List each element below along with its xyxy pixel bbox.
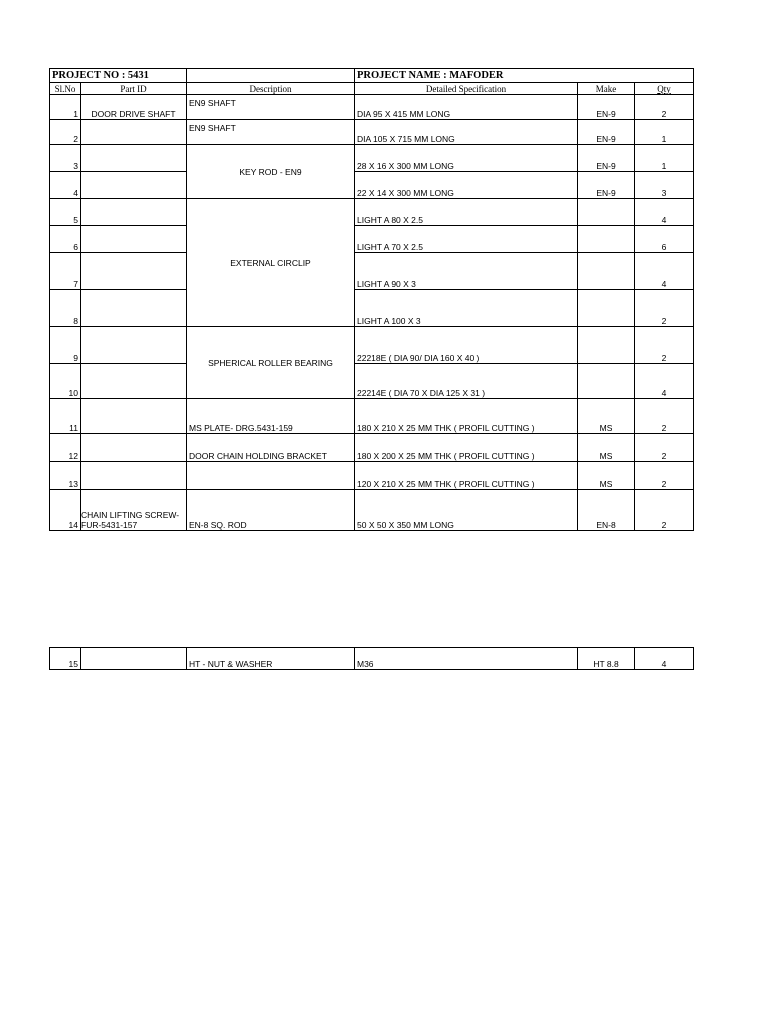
spec-cell: DIA 95 X 415 MM LONG <box>355 95 578 120</box>
make-cell <box>578 199 635 226</box>
part-id-cell <box>81 120 187 145</box>
spec-cell: LIGHT A 100 X 3 <box>355 290 578 327</box>
qty-cell: 4 <box>635 199 694 226</box>
make-cell: EN-8 <box>578 490 635 531</box>
table-row <box>50 462 694 490</box>
description-cell: EN9 SHAFT <box>187 120 355 145</box>
header-part-id: Part ID <box>81 83 187 95</box>
part-id-cell <box>81 462 187 490</box>
qty-cell: 6 <box>635 226 694 253</box>
table-row <box>50 490 694 531</box>
row-number: 12 <box>50 434 81 462</box>
header-qty-text: Qty <box>657 83 671 94</box>
qty-cell: 1 <box>635 120 694 145</box>
qty-cell: 2 <box>635 434 694 462</box>
spec-cell: LIGHT A 70 X 2.5 <box>355 226 578 253</box>
part-id-cell <box>81 290 187 327</box>
table-row <box>50 226 694 253</box>
row-number: 14 <box>50 490 81 531</box>
spec-cell: 22 X 14 X 300 MM LONG <box>355 172 578 199</box>
header-spec: Detailed Specification <box>355 83 578 95</box>
part-id-cell <box>81 327 187 364</box>
make-cell: MS <box>578 399 635 434</box>
empty-cell <box>187 69 355 83</box>
qty-cell: 4 <box>635 364 694 399</box>
spec-cell: 22218E ( DIA 90/ DIA 160 X 40 ) <box>355 327 578 364</box>
table-row <box>50 145 694 172</box>
make-cell: HT 8.8 <box>578 648 635 670</box>
table-row <box>50 434 694 462</box>
description-cell: HT - NUT & WASHER <box>187 648 355 670</box>
spec-cell: 180 X 200 X 25 MM THK ( PROFIL CUTTING ) <box>355 434 578 462</box>
table-row <box>50 199 694 226</box>
table-row <box>50 399 694 434</box>
qty-cell: 4 <box>635 253 694 290</box>
row-number: 10 <box>50 364 81 399</box>
qty-cell: 2 <box>635 290 694 327</box>
part-id-cell <box>81 253 187 290</box>
make-cell <box>578 253 635 290</box>
description-cell: SPHERICAL ROLLER BEARING <box>187 327 355 399</box>
table-row <box>50 290 694 327</box>
header-slno: Sl.No <box>50 83 81 95</box>
header-qty <box>635 83 694 95</box>
part-id-cell <box>81 145 187 172</box>
description-cell: KEY ROD - EN9 <box>187 145 355 199</box>
qty-cell: 2 <box>635 490 694 531</box>
make-cell <box>578 226 635 253</box>
table-row <box>50 120 694 145</box>
make-cell: EN-9 <box>578 120 635 145</box>
spec-cell: 22214E ( DIA 70 X DIA 125 X 31 ) <box>355 364 578 399</box>
qty-cell: 2 <box>635 95 694 120</box>
qty-cell: 2 <box>635 462 694 490</box>
spec-cell: 28 X 16 X 300 MM LONG <box>355 145 578 172</box>
header-row <box>50 83 694 95</box>
part-id-cell <box>81 648 187 670</box>
table-row <box>50 172 694 199</box>
row-number: 11 <box>50 399 81 434</box>
spec-cell: LIGHT A 80 X 2.5 <box>355 199 578 226</box>
spec-cell: DIA 105 X 715 MM LONG <box>355 120 578 145</box>
row-number: 9 <box>50 327 81 364</box>
spec-cell: LIGHT A 90 X 3 <box>355 253 578 290</box>
project-number: PROJECT NO : 5431 <box>50 69 187 83</box>
qty-cell: 2 <box>635 327 694 364</box>
parts-list-table-continued <box>49 647 694 670</box>
row-number: 1 <box>50 95 81 120</box>
make-cell: EN-9 <box>578 172 635 199</box>
row-number: 13 <box>50 462 81 490</box>
row-number: 15 <box>50 648 81 670</box>
row-number: 2 <box>50 120 81 145</box>
row-number: 5 <box>50 199 81 226</box>
part-id-cell <box>81 172 187 199</box>
description-cell: MS PLATE- DRG.5431-159 <box>187 399 355 434</box>
row-number: 6 <box>50 226 81 253</box>
table-row <box>50 327 694 364</box>
qty-cell: 3 <box>635 172 694 199</box>
part-id-cell <box>81 364 187 399</box>
make-cell: EN-9 <box>578 145 635 172</box>
description-cell <box>187 462 355 490</box>
make-cell: MS <box>578 462 635 490</box>
make-cell <box>578 364 635 399</box>
header-make: Make <box>578 83 635 95</box>
qty-cell: 1 <box>635 145 694 172</box>
row-number: 7 <box>50 253 81 290</box>
row-number: 4 <box>50 172 81 199</box>
table-row <box>50 648 694 670</box>
part-id-cell <box>81 434 187 462</box>
make-cell <box>578 327 635 364</box>
qty-cell: 2 <box>635 399 694 434</box>
description-cell: EN9 SHAFT <box>187 95 355 120</box>
header-description: Description <box>187 83 355 95</box>
spec-cell: 50 X 50 X 350 MM LONG <box>355 490 578 531</box>
table-row <box>50 95 694 120</box>
part-id-cell: CHAIN LIFTING SCREW-FUR-5431-157 <box>81 490 187 531</box>
project-row <box>50 69 694 83</box>
part-id-cell <box>81 226 187 253</box>
parts-list-table <box>49 68 694 531</box>
part-id-cell <box>81 199 187 226</box>
make-cell <box>578 290 635 327</box>
make-cell: EN-9 <box>578 95 635 120</box>
description-cell: EXTERNAL CIRCLIP <box>187 199 355 327</box>
row-number: 8 <box>50 290 81 327</box>
table-row <box>50 253 694 290</box>
description-cell: EN-8 SQ. ROD <box>187 490 355 531</box>
spec-cell: M36 <box>355 648 578 670</box>
part-id-cell: DOOR DRIVE SHAFT <box>81 95 187 120</box>
spec-cell: 120 X 210 X 25 MM THK ( PROFIL CUTTING ) <box>355 462 578 490</box>
row-number: 3 <box>50 145 81 172</box>
description-cell: DOOR CHAIN HOLDING BRACKET <box>187 434 355 462</box>
make-cell: MS <box>578 434 635 462</box>
spec-cell: 180 X 210 X 25 MM THK ( PROFIL CUTTING ) <box>355 399 578 434</box>
qty-cell: 4 <box>635 648 694 670</box>
part-id-cell <box>81 399 187 434</box>
project-name: PROJECT NAME : MAFODER <box>355 69 694 83</box>
table-row <box>50 364 694 399</box>
